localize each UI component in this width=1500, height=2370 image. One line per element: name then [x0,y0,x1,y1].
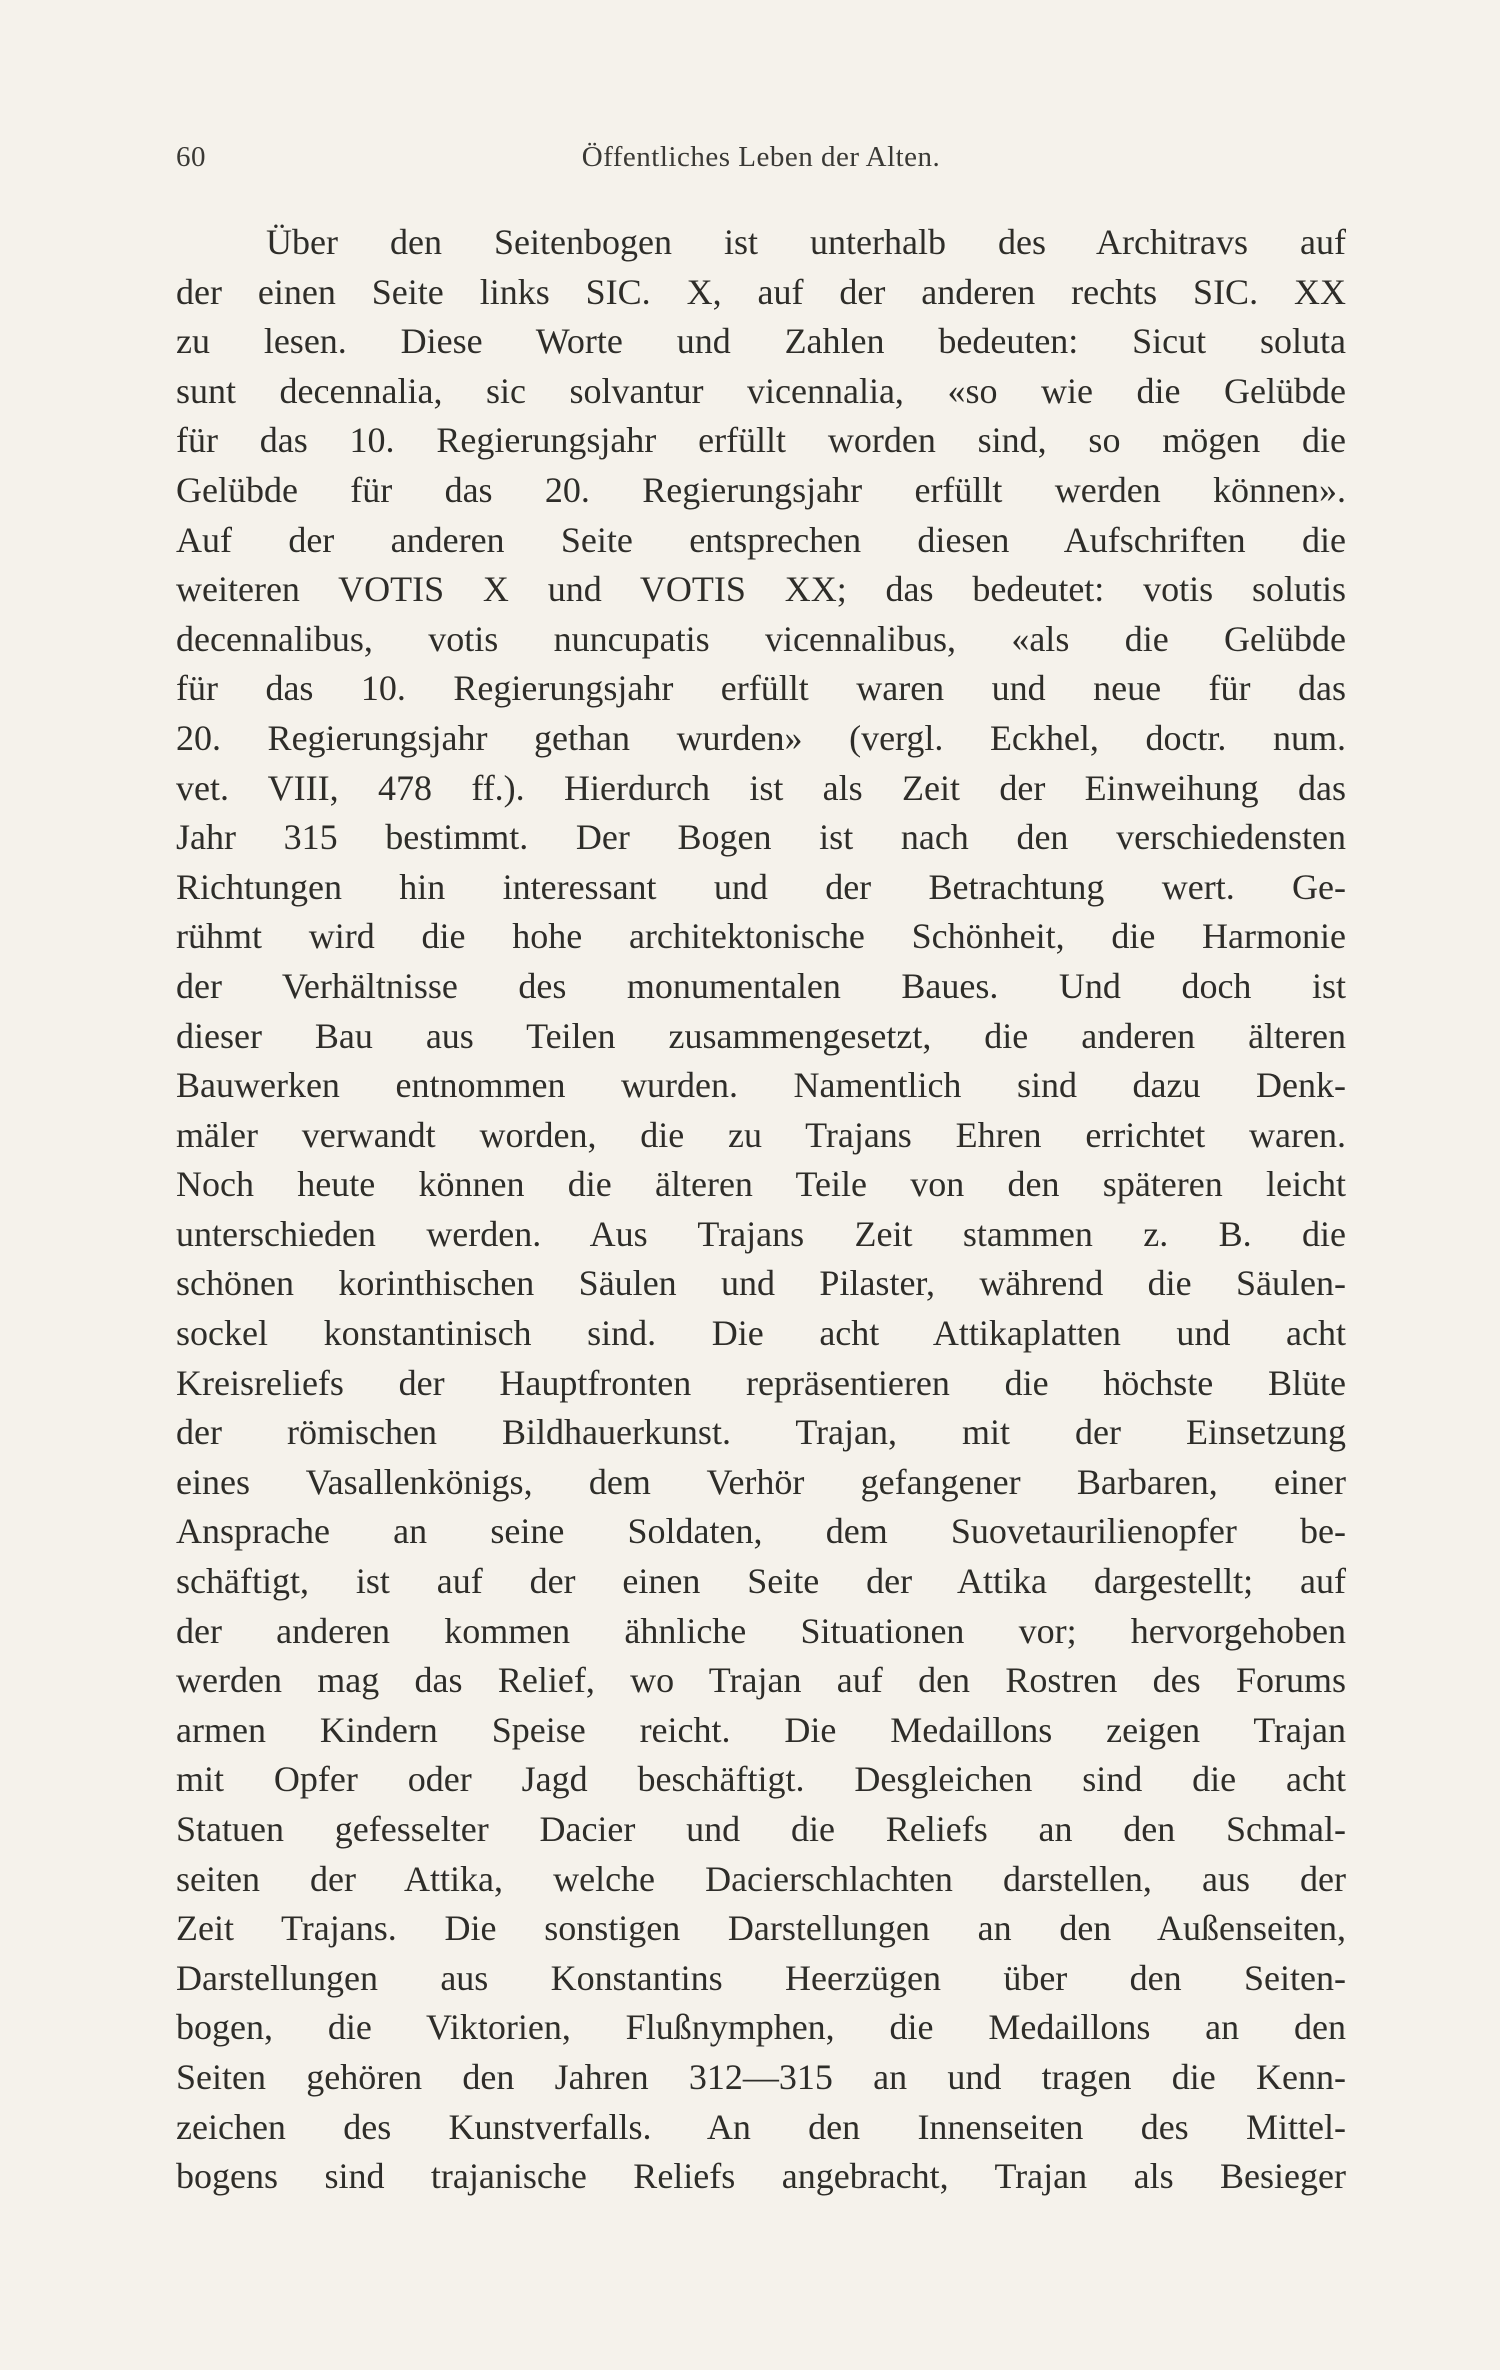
text-line: der einen Seite links SIC. X, auf der anderen rechts SIC. XX [176,271,1346,312]
running-title: Öffentliches Leben der Alten. [581,141,941,173]
text-line: mäler verwandt worden, die zu Trajans Ehren errichtet waren. [176,1114,1346,1155]
text-line: sunt decennalia, sic solvantur vicennalia, «so wie die Gelübde [176,370,1346,411]
text-line: armen Kindern Speise reicht. Die Medaillons zeigen Trajan [176,1709,1346,1750]
text-line: werden mag das Relief, wo Trajan auf den Rostren des Forums [176,1660,1346,1701]
text-line: vet. VIII, 478 ff.). Hierdurch ist als Zeit der Einweihung das [176,767,1346,808]
text-line: 20. Regierungsjahr gethan wurden» (vergl. Eckhel, doctr. num. [176,717,1346,758]
text-line: Bauwerken entnommen wurden. Namentlich sind dazu Denk- [176,1065,1346,1106]
text-line: eines Vasallenkönigs, dem Verhör gefangener Barbaren, einer [176,1461,1346,1502]
body-text [176,218,1346,2202]
text-line: schönen korinthischen Säulen und Pilaster, während die Säulen- [176,1263,1346,1304]
text-line: bogen, die Viktorien, Flußnymphen, die Medaillons an den [176,2007,1346,2048]
text-line: Seiten gehören den Jahren 312—315 an und tragen die Kenn- [176,2056,1346,2097]
text-line: zeichen des Kunstverfalls. An den Innenseiten des Mittel- [176,2106,1346,2147]
text-line: seiten der Attika, welche Dacierschlachten darstellen, aus der [176,1858,1346,1899]
text-line: Richtungen hin interessant und der Betrachtung wert. Ge- [176,866,1346,907]
text-line: Gelübde für das 20. Regierungsjahr erfüllt werden können». [176,469,1346,510]
text-line: für das 10. Regierungsjahr erfüllt worden sind, so mögen die [176,420,1346,461]
text-line: Darstellungen aus Konstantins Heerzügen über den Seiten- [176,1957,1346,1998]
text-line: sockel konstantinisch sind. Die acht Attikaplatten und acht [176,1313,1346,1354]
page-header [176,137,1346,177]
text-line: schäftigt, ist auf der einen Seite der Attika dargestellt; auf [176,1561,1346,1602]
text-line: rühmt wird die hohe architektonische Schönheit, die Harmonie [176,916,1346,957]
text-line: Ansprache an seine Soldaten, dem Suovetaurilienopfer be- [176,1511,1346,1552]
text-line: Über den Seitenbogen ist unterhalb des Architravs auf [266,222,1346,262]
text-line: dieser Bau aus Teilen zusammengesetzt, die anderen älteren [176,1015,1346,1056]
text-line: der Verhältnisse des monumentalen Baues. Und doch ist [176,965,1346,1006]
text-line: der anderen kommen ähnliche Situationen vor; hervorgehoben [176,1610,1346,1651]
text-line: mit Opfer oder Jagd beschäftigt. Desgleichen sind die acht [176,1759,1346,1800]
text-line: unterschieden werden. Aus Trajans Zeit stammen z. B. die [176,1213,1346,1254]
text-line: Jahr 315 bestimmt. Der Bogen ist nach den verschiedensten [176,817,1346,858]
text-line: bogens sind trajanische Reliefs angebracht, Trajan als Besieger [176,2156,1346,2197]
page-number: 60 [176,141,206,173]
text-line: Zeit Trajans. Die sonstigen Darstellungen an den Außenseiten, [176,1908,1346,1949]
text-line: zu lesen. Diese Worte und Zahlen bedeuten: Sicut soluta [176,321,1346,362]
text-line: Statuen gefesselter Dacier und die Reliefs an den Schmal- [176,1809,1346,1849]
text-line: Kreisreliefs der Hauptfronten repräsentieren die höchste Blüte [176,1362,1346,1403]
text-line: für das 10. Regierungsjahr erfüllt waren und neue für das [176,668,1346,709]
text-line: Noch heute können die älteren Teile von den späteren leicht [176,1164,1346,1205]
text-line: Auf der anderen Seite entsprechen diesen Aufschriften die [176,519,1346,560]
text-line: decennalibus, votis nuncupatis vicennalibus, «als die Gelübde [176,618,1346,659]
text-line: weiteren VOTIS X und VOTIS XX; das bedeutet: votis solutis [176,569,1346,610]
text-line: der römischen Bildhauerkunst. Trajan, mit der Einsetzung [176,1412,1346,1453]
